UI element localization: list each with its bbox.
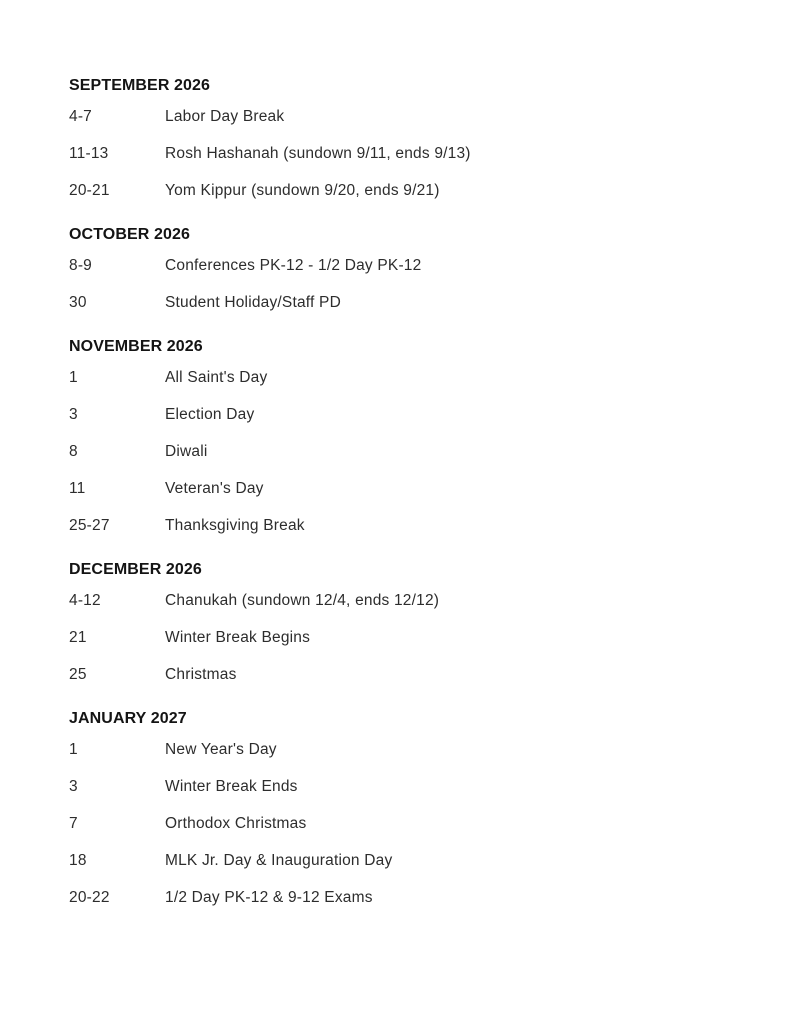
month-header: JANUARY 2027 [69,710,187,727]
month-section [69,76,751,209]
month-section [69,560,751,693]
event-row [69,135,751,172]
calendar-sections [69,76,751,916]
event-dates: 20-22 [69,888,110,906]
event-description: Thanksgiving Break [165,516,305,534]
event-row [69,805,751,842]
month-header: DECEMBER 2026 [69,561,202,578]
event-dates: 1 [69,740,78,758]
month-section [69,225,751,321]
event-dates: 21 [69,628,87,646]
event-dates: 8-9 [69,256,93,274]
event-dates: 11-13 [69,144,109,162]
event-description: Veteran's Day [165,479,264,497]
month-header: NOVEMBER 2026 [69,338,203,355]
event-description: Orthodox Christmas [165,814,307,832]
event-row [69,359,751,396]
event-row [69,396,751,433]
event-description: Yom Kippur (sundown 9/20, ends 9/21) [165,181,440,199]
event-description: Winter Break Ends [165,777,298,795]
event-dates: 4-12 [69,591,101,609]
event-dates: 3 [69,405,78,423]
event-description: Winter Break Begins [165,628,311,646]
event-row [69,247,751,284]
event-row [69,98,751,135]
event-dates: 25 [69,665,87,683]
event-description: Student Holiday/Staff PD [165,293,341,311]
event-description: Labor Day Break [165,107,285,125]
month-header: SEPTEMBER 2026 [69,77,211,94]
event-description: All Saint's Day [165,368,268,386]
event-row [69,582,751,619]
event-row [69,879,751,916]
event-row [69,284,751,321]
event-description: New Year's Day [165,740,277,758]
event-row [69,656,751,693]
event-dates: 18 [69,851,87,869]
event-row [69,731,751,768]
event-row [69,507,751,544]
event-description: Election Day [165,405,255,423]
event-description: Christmas [165,665,237,683]
event-row [69,172,751,209]
event-description: Chanukah (sundown 12/4, ends 12/12) [165,591,440,609]
event-row [69,433,751,470]
event-description: 1/2 Day PK-12 & 9-12 Exams [165,888,373,906]
event-description: Rosh Hashanah (sundown 9/11, ends 9/13) [165,144,471,162]
event-dates: 11 [69,479,86,497]
event-description: Diwali [165,442,208,460]
event-row [69,768,751,805]
event-dates: 30 [69,293,87,311]
event-dates: 7 [69,814,78,832]
month-section [69,709,751,916]
month-header: OCTOBER 2026 [69,226,190,243]
event-row [69,470,751,507]
event-description: MLK Jr. Day & Inauguration Day [165,851,393,869]
event-row [69,842,751,879]
event-row [69,619,751,656]
event-dates: 3 [69,777,78,795]
event-description: Conferences PK-12 - 1/2 Day PK-12 [165,256,422,274]
event-dates: 25-27 [69,516,110,534]
event-dates: 4-7 [69,107,93,125]
month-section [69,337,751,544]
event-dates: 1 [69,368,78,386]
event-dates: 8 [69,442,78,460]
event-dates: 20-21 [69,181,110,199]
